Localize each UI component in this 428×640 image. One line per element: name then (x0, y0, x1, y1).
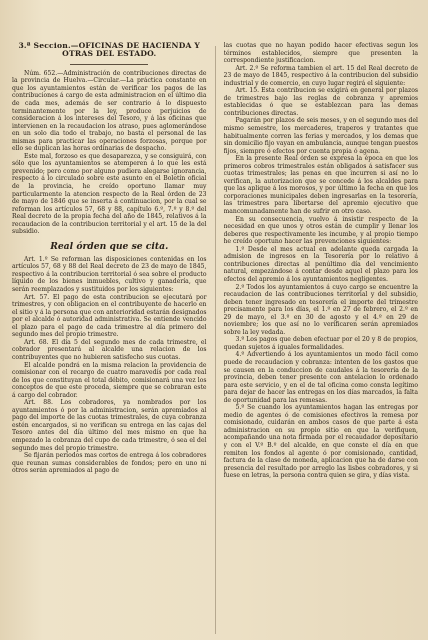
paragraph: Art. 1.º Se reforman las disposiciones contenidas en los artículos 57, 68 y 88 del Real decreto de 23 de mayo de 1845, respectivo á la contribucion territorial ó sea sobre el producto líquido de los bienes inmuebles, cultivo y ganadería, que serán reemplazados y sustituidos por los siguientes: (12, 255, 207, 294)
left-bottom-text (12, 256, 207, 475)
paragraph: Art. 2.º Se reforma tambien el art. 15 del Real decreto de 23 de mayo de 1845, respectivo á la contribucion del subsidio industrial y de comercio, en cuyo lugar regirá el siguiente: (223, 64, 418, 87)
paragraph: Se fijarán períodos mas cortos de entrega á los cobradores que reunan sumas considerables de fondos; pero en uno ni otros serán apremiados al pago de (12, 452, 207, 475)
left-top-text (12, 70, 207, 236)
royal-order-heading: Real órden que se cita. (50, 240, 169, 252)
paragraph: Art. 88. Los cobradores, ya nombrados por los ayuntamientos ó por la administracion, serán apremiados al pago del importe de las cuotas trimestrales, de cuya cobranza estén encargados, si no verifican su entrega en las cajas del Tesoro antes del día último del mes mismo en que ha empezado la cobranza del cupo de cada trimestre, ó sea el del segundo mes del propio trimestre. (12, 399, 207, 452)
paragraph: 2.º Todos los ayuntamientos á cuyo cargo se encuentre la recaudacion de las contribuciones territorial y del subsidio, deben tener ingresado en tesorería el importe del trimestre precisamente para los días, el 1.º en 27 de febrero, el 2.º en 29 de mayo, el 3.º en 30 de agosto y el 4.º en 29 de noviembre; los que así no lo verificaren serán apremiados sobre la ley vedada. (223, 283, 418, 336)
paragraph: las cuotas que no hayan podido hacer efectivas segun los términos establecidos, siempre que presenten la correspondiente justificacion. (223, 42, 418, 65)
paragraph: Pagarán por plazos de seis meses, y en el segundo mes del mismo semestre, los mercaderes, traperos y tratantes que habitualmente corren las ferias y mercados, y los demas que sin domicilio fijo vayan en ambulancia, aunque tengan puestos fijos, siempre ó efectos por cuenta propia ó agena. (223, 117, 418, 155)
title-rule (70, 64, 148, 65)
paragraph: 5.º Se cuando los ayuntamientos hagan las entregas por medio de agentes ó de comisiones efectivos la remesa por comisionado, cuidarán en ambos casos de que parte á esta administracion en su propio sitio en que la verifiquen, acompañando una nota firmada por el recaudador depositario y con el V.º B.º del alcalde, en que conste el día en que remiten los fondos al agente ó por comisionado, cantidad, factura de la clase de moneda, aplicacion que ha de darse con presencia del resultado por arreglo las lisbes cobradores, y si fuese en letras, la persona contra quien se gira, y días vista. (223, 404, 418, 480)
column-divider (215, 46, 216, 634)
paragraph: Art. 68. El día 5 del segundo mes de cada trimestre, el cobrador presentará al alcalde una relacion de los contribuyentes que no hubieren satisfecho sus cuotas. (12, 338, 207, 361)
right-column (224, 42, 419, 634)
right-text (224, 42, 419, 480)
page-columns (12, 42, 418, 634)
paragraph: Art. 57. El pago de esta contribucion se ejecutará por trimestres, y con obligacion en el contribuyente de hacerlo en el sitio y á la persona que con anterioridad estarán designados por el alcalde ó autoridad administrativa. Se entiende vencido el plazo para el pago de cada trimestre al día primero del segundo mes del propio trimestre. (12, 293, 207, 339)
paragraph: 3.º Los pagos que deben efectuar por el 20 y 8 de propios, quedan sujetos á iguales formalidades. (223, 336, 418, 351)
paragraph: 4.º Advertiendo á los ayuntamientos un modo fácil como puede de recaudacion y cobranza: intenten de los gastos que se causen en la conduccion de caudales á la tesorería de la provincia, deben tener presente con antelacion lo ordenado para este servicio, y en el de tal oficina como consta legítimo para dejar de hacer las entregas en los días marcados, la falta de oportunidad para las remesas. (223, 351, 418, 404)
left-column (12, 42, 207, 634)
paragraph: Este mal, forzoso es que desaparezca, y se consiguirá, con sólo que los ayuntamientos se atemperen á lo que les está prevenido; pero como por alguno pudiera alegarse ignorancia, respecto á lo circulado sobre este asunto en el Boletín oficial de la provincia, he creído oportuno llamar muy particularmente la atencion respecto de la Real órden de 23 de mayo de 1846 que se inserta á continuacion, por la cual se reforman los artículos 57, 68 y 88, capítulo 6.º, 7.º y 8.º del Real decreto de la propia fecha del año de 1845, relativos á la recaudacion de la contribucion territorial y el art. 15 de la del subsidio. (12, 152, 207, 236)
paragraph: 1.º Desde el mes actual en adelante queda cargada la admision de ingresos en la Tesorería por lo relativo á contribuciones directas al penúltimo día del vencimiento natural, empezándose á contar desde aquel el plazo para los efectos del apremio á los ayuntamientos negligentes. (223, 245, 418, 283)
paragraph: El alcalde pondrá en la misma relacion la providencia de comisionar con el recargo de cuatro maravedís por cada real de los que constituyan el total débito, comisionará una vez los conceptos de que este proceda, siempre que se cobraran este á cargo del cobrador. (12, 361, 207, 399)
section-title: 3.ª Seccion.—OFICINAS DE HACIENDA Y OTRAS DEL ESTADO. (18, 42, 201, 59)
paragraph: En su consecuencia, vuelvo á insistir respecto de la necesidad en que unos y otros están de cumplir y llenar los deberes que respectivamente les incumbe, y al propio tiempo he creído oportuno hacer las prevenciones siguientes: (223, 215, 418, 246)
paragraph: Núm. 652.—Administración de contribuciones directas de la provincia de Huelva.—Circular.—La práctica constante en que los ayuntamientos están de verificar los pagos de las contribuciones á cargo de esta administracion en el último dia de cada mes, además de ser contrario á lo dispuesto terminantemente por la ley, produce perjuicios de consideracion á los intereses del Tesoro, y á las oficinas que intervienen en la recaudacion los atraso, pues aglomerándose en un solo dia todo el trabajo, no basta el personal de las mismas para practicar las operaciones forzosas, porque por ello se duplican las horas ordinarias de despacho. (12, 69, 207, 153)
paragraph: En la presente Real órden se expresa la época en que los primeros cobros trimestrales están obligados á satisfacer sus cuotas trimestrales; las penas en que incurren si así no lo verifican, la autorizacion que se concede á los alcaldes para que las aplique á los morosos, y por último la fecha en que los corporaciones municipales deben ingresarlas en la tesorería, las trimestres para libertarse del apremio ejecutivo que mancomunadamente han de sufrir en otro caso. (223, 155, 418, 216)
paragraph: Art. 15. Esta contribucion se exigirá en general por plazos de trimestres bajo las reglas de cobranza y apremios establecidas ó que se establezcan para las demas contribuciones directas. (223, 87, 418, 117)
